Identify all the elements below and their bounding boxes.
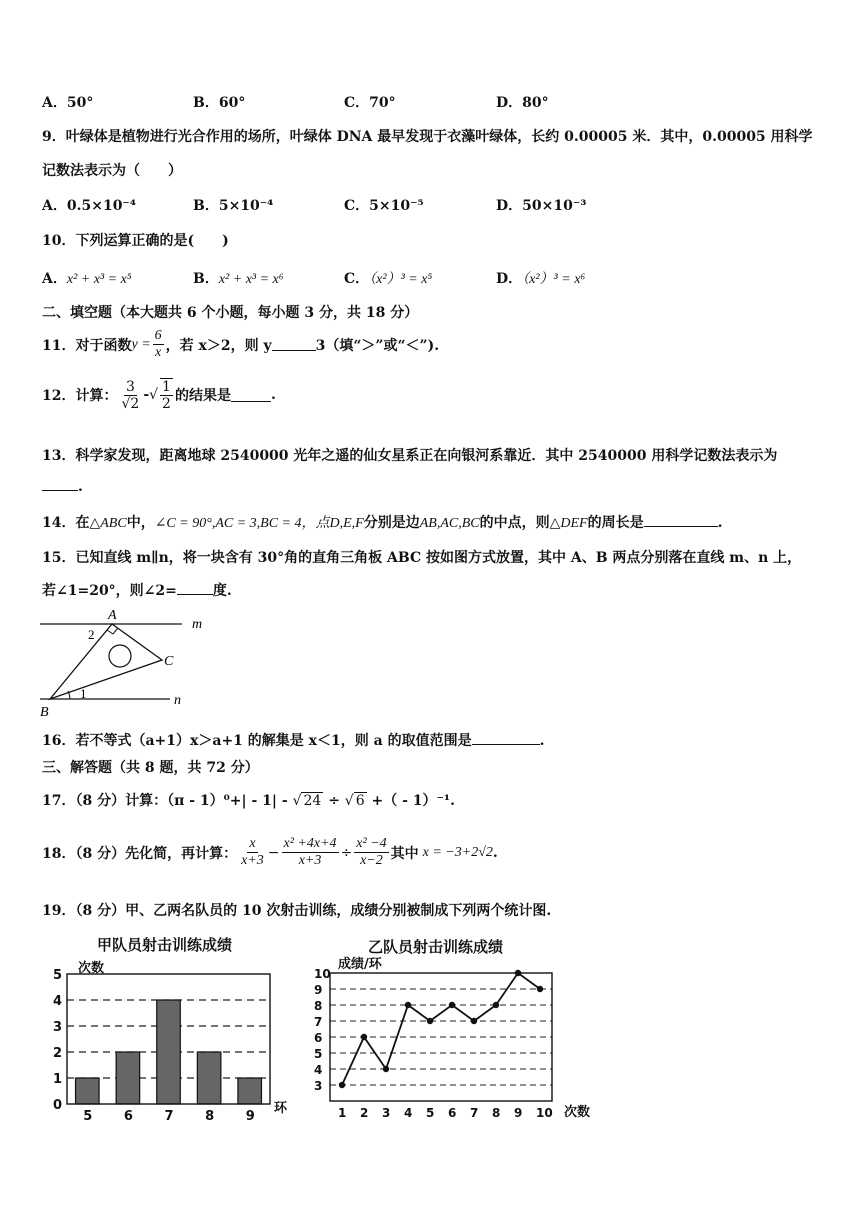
y-tick-label: 9 xyxy=(314,983,323,997)
q15-line2: 若∠1=20°，则∠2= 度. xyxy=(42,583,232,599)
y-tick-label: 5 xyxy=(314,1047,323,1061)
q10-option-a: A．x² + x³ = x⁵ xyxy=(42,271,132,287)
bar-9 xyxy=(238,1078,262,1104)
x-tick-label: 7 xyxy=(470,1106,479,1120)
q16: 16．若不等式（a+1）x＞a+1 的解集是 x＜1，则 a 的取值范围是 . xyxy=(42,733,545,749)
q18-fraction-1: $\frac{x}{x+3}$ xyxy=(241,836,264,868)
triangle-abc xyxy=(50,624,162,699)
series-line xyxy=(342,973,540,1085)
x-tick-label: 10 xyxy=(536,1106,553,1120)
q12: 12．计算： $\frac{3}{√2}$ - √ $\frac{1}{2}$ 的结果是 . xyxy=(42,378,276,412)
y-tick-label: 10 xyxy=(314,967,331,981)
q10-option-c: C．（x²）³ = x⁵ xyxy=(344,271,433,287)
q15-figure xyxy=(40,608,210,718)
x-tick-label: 9 xyxy=(245,1109,255,1122)
data-point-3 xyxy=(383,1066,389,1072)
q15-answer-blank xyxy=(177,582,213,595)
section-2-heading: 二、填空题（本大题共 6 个小题，每小题 3 分，共 18 分） xyxy=(42,305,419,321)
q9-option-d: D．50×10⁻³ xyxy=(496,198,587,214)
x-tick-label: 4 xyxy=(404,1106,413,1120)
y-tick-label: 3 xyxy=(314,1079,323,1093)
q9-option-b: B．5×10⁻⁴ xyxy=(193,198,274,214)
data-point-8 xyxy=(493,1002,499,1008)
q18: 18．（8 分）先化简，再计算： $\frac{x}{x+3}$ − $\frac{\text{x² +4x+4}}{x+3}$ ÷ $\frac{\text{x² −4}}{x-2}$ 其中 x = −3+2√2 . xyxy=(42,836,498,868)
y-tick-label: 3 xyxy=(53,1020,63,1035)
q12-fraction-2: $\frac{1}{2}$ xyxy=(162,379,171,412)
data-point-10 xyxy=(537,986,543,992)
q9-option-a: A．0.5×10⁻⁴ xyxy=(42,198,136,214)
q13-line2: . xyxy=(42,478,83,495)
q12-tail: . xyxy=(270,387,276,403)
q11-fraction: $\frac{6}{x}$ xyxy=(154,328,162,360)
q15-line1: 15．已知直线 m∥n，将一块含有 30°角的直角三角板 ABC 按如图方式放置，其中 A、B 两点分别落在直线 m、n 上， xyxy=(42,550,802,566)
q11-post: ，若 x＞2，则 y xyxy=(165,337,272,354)
label-n: n xyxy=(174,693,181,708)
y-tick-label: 1 xyxy=(53,1072,63,1087)
q11-answer-blank xyxy=(272,338,316,351)
chart-jia-bar xyxy=(42,932,302,1122)
q9-option-c: C．5×10⁻⁵ xyxy=(344,198,424,214)
bar-7 xyxy=(157,1000,181,1104)
x-tick-label: 6 xyxy=(448,1106,457,1120)
chart-jia-title: 甲队员射击训练成绩 xyxy=(97,936,233,954)
x-tick-label: 8 xyxy=(492,1106,501,1120)
x-tick-label: 5 xyxy=(83,1109,93,1122)
chart-yi-line xyxy=(310,932,610,1127)
y-tick-label: 5 xyxy=(53,968,63,983)
q19-stem: 19．（8 分）甲、乙两名队员的 10 次射击训练，成绩分别被制成下列两个统计图. xyxy=(42,903,552,919)
q10-option-b: B．x² + x³ = x⁶ xyxy=(193,271,284,287)
x-tick-label: 5 xyxy=(426,1106,435,1120)
q14: 14．在△ABC中，∠C = 90°,AC = 3,BC = 4，点D,E,F分别是边AB,AC,BC的中点，则△DEF的周长是 . xyxy=(42,515,723,531)
bar-5 xyxy=(76,1078,100,1104)
label-a: A xyxy=(108,608,117,623)
triangle-hole xyxy=(109,645,131,667)
label-m: m xyxy=(192,617,203,632)
q17: 17．（8 分）计算：（π - 1）⁰+| - 1| - √ 24 ÷ √ 6 +（ - 1）⁻¹. xyxy=(42,793,455,809)
x-tick-label: 3 xyxy=(382,1106,391,1120)
data-point-5 xyxy=(427,1018,433,1024)
data-point-7 xyxy=(471,1018,477,1024)
x-tick-label: 1 xyxy=(338,1106,347,1120)
y-tick-label: 7 xyxy=(314,1015,323,1029)
q8-option-a: A．50° xyxy=(42,95,94,111)
chart-jia-xlabel: 环 xyxy=(274,1101,288,1116)
section-3-heading: 三、解答题（共 8 题，共 72 分） xyxy=(42,760,259,776)
y-tick-label: 8 xyxy=(314,999,323,1013)
data-point-6 xyxy=(449,1002,455,1008)
y-tick-label: 4 xyxy=(53,994,63,1009)
q18-fraction-2: $\frac{\text{x² +4x+4}}{x+3}$ xyxy=(283,836,337,868)
y-tick-label: 6 xyxy=(314,1031,323,1045)
q9-stem-line2: 记数法表示为（ ） xyxy=(42,163,182,179)
q10-option-d: D．（x²）³ = x⁶ xyxy=(496,271,586,287)
data-point-4 xyxy=(405,1002,411,1008)
q9-stem-line1: 9．叶绿体是植物进行光合作用的场所，叶绿体 DNA 最早发现于衣藻叶绿体，长约 0.00005 米．其中，0.00005 用科学 xyxy=(42,129,813,145)
q11-func: y = xyxy=(131,336,151,352)
q18-fraction-3: $\frac{\text{x² −4}}{x-2}$ xyxy=(356,836,387,868)
q12-fraction-1: $\frac{3}{√2}$ xyxy=(121,378,140,412)
x-tick-label: 9 xyxy=(514,1106,523,1120)
q13-answer-blank xyxy=(42,478,78,491)
chart-yi-title: 乙队员射击训练成绩 xyxy=(368,938,504,956)
y-tick-label: 0 xyxy=(53,1098,63,1113)
label-c: C xyxy=(164,654,174,669)
x-tick-label: 7 xyxy=(164,1109,174,1122)
q11-tail: 3（填“＞”或“＜”). xyxy=(315,337,440,354)
q12-pre: 12．计算： xyxy=(42,388,118,404)
q13-line1: 13．科学家发现，距离地球 2540000 光年之遥的仙女星系正在向银河系靠近．其中 2540000 用科学记数法表示为 xyxy=(42,448,778,464)
q12-minus: - xyxy=(143,387,150,403)
data-point-1 xyxy=(339,1082,345,1088)
label-angle-1: 1 xyxy=(80,686,87,701)
q10-stem: 10．下列运算正确的是( ) xyxy=(42,233,229,249)
label-b: B xyxy=(40,705,49,718)
q12-answer-blank xyxy=(231,389,271,402)
q12-post: 的结果是 xyxy=(174,388,231,404)
y-tick-label: 4 xyxy=(314,1063,323,1077)
chart-yi-ylabel: 成绩/环 xyxy=(338,957,382,972)
q8-option-d: D．80° xyxy=(496,95,549,111)
x-tick-label: 6 xyxy=(123,1109,133,1122)
chart-jia-ylabel: 次数 xyxy=(78,961,105,976)
q14-answer-blank xyxy=(644,514,718,527)
y-tick-label: 2 xyxy=(53,1046,63,1061)
q8-option-c: C．70° xyxy=(344,95,396,111)
bar-6 xyxy=(116,1052,140,1104)
q11-pre: 11．对于函数 xyxy=(42,337,132,354)
x-tick-label: 8 xyxy=(205,1109,215,1122)
label-angle-2: 2 xyxy=(88,627,95,642)
q8-option-b: B．60° xyxy=(193,95,246,111)
q16-answer-blank xyxy=(472,732,540,745)
bar-8 xyxy=(197,1052,221,1104)
q11 xyxy=(42,328,439,361)
chart-yi-xlabel: 次数 xyxy=(564,1105,591,1120)
data-point-2 xyxy=(361,1034,367,1040)
x-tick-label: 2 xyxy=(360,1106,369,1120)
